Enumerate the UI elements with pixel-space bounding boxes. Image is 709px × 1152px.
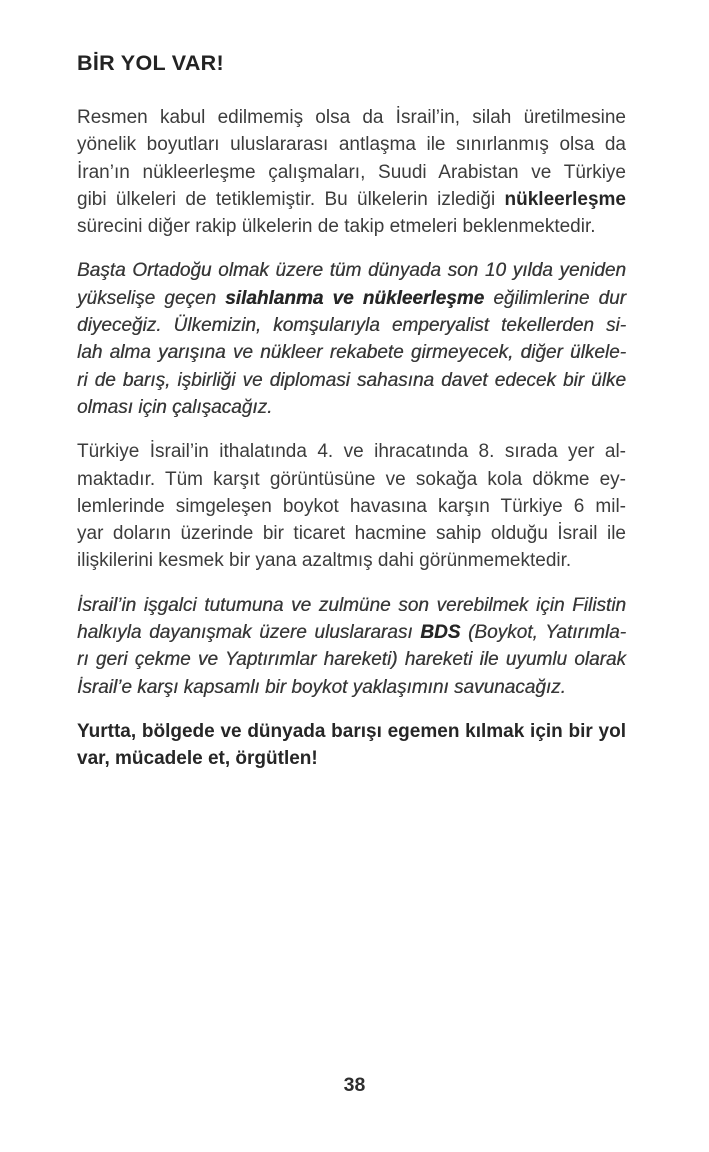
- text-line: [77, 394, 626, 421]
- text-segment: rı geri çekme ve Yaptırımlar hareketi) hareketi ile uyumlu olarak: [77, 649, 626, 671]
- text-column: [77, 50, 626, 790]
- text-segment: yükselişe geçen: [77, 287, 226, 309]
- page-number: 38: [343, 1074, 366, 1096]
- text-segment: halkıyla dayanışmak üzere uluslararası: [77, 622, 421, 644]
- text-segment: var, mücadele et, örgütlen!: [77, 748, 318, 770]
- text-segment: gibi ülkeleri de tetiklemiştir. Bu ülkelerin izlediği: [77, 188, 505, 210]
- text-line: [77, 619, 626, 646]
- text-segment: olması için çalışacağız.: [77, 396, 273, 418]
- text-line: [77, 186, 626, 213]
- text-line: [77, 466, 626, 493]
- paragraph: [77, 592, 626, 701]
- text-segment: maktadır. Tüm karşıt görüntüsüne ve sokağa kola dökme ey-: [77, 468, 626, 490]
- paragraph-container: [77, 104, 626, 773]
- page-title: BİR YOL VAR!: [77, 51, 224, 75]
- text-segment: İsrail’e karşı kapsamlı bir boykot yaklaşımını savunacağız.: [77, 676, 566, 698]
- text-segment: Yurtta, bölgede ve dünyada barışı egemen kılmak için bir yol: [77, 720, 626, 742]
- text-line: [77, 592, 626, 619]
- paragraph: [77, 257, 626, 421]
- text-line: [77, 285, 626, 312]
- text-segment: lah alma yarışına ve nükleer rekabete girmeyecek, diğer ülkele-: [77, 342, 626, 364]
- bold-text-segment: nükleerleşme: [504, 188, 626, 210]
- text-segment: (Boykot, Yatırımla-: [460, 622, 627, 644]
- text-segment: Resmen kabul edilmemiş olsa da İsrail’in, silah üretilmesine: [77, 107, 626, 128]
- paragraph: [77, 438, 626, 574]
- text-segment: diyeceğiz. Ülkemizin, komşularıyla emperyalist tekellerden si-: [77, 315, 626, 337]
- text-line: [77, 213, 626, 240]
- text-line: [77, 367, 626, 394]
- text-segment: yönelik boyutları uluslararası antlaşma ile sınırlanmış olsa da: [77, 134, 626, 156]
- text-segment: ilişkilerini kesmek bir yana azaltmış dahi görünmemektedir.: [77, 550, 572, 572]
- text-line: [77, 159, 626, 186]
- bold-text-segment: silahlanma ve nükleerleşme: [225, 287, 485, 309]
- text-segment: eğilimlerine dur: [484, 287, 626, 309]
- text-segment: yar doların üzerinde bir ticaret hacmine sahip olduğu İsrail ile: [77, 523, 626, 545]
- text-line: [77, 438, 626, 465]
- text-line: [77, 745, 626, 772]
- text-line: [77, 520, 626, 547]
- text-segment: İran’ın nükleerleşme çalışmaları, Suudi Arabistan ve Türkiye: [77, 161, 626, 183]
- text-line: [77, 312, 626, 339]
- text-segment: Başta Ortadoğu olmak üzere tüm dünyada son 10 yılda yeniden: [77, 260, 626, 282]
- text-segment: ri de barış, işbirliği ve diplomasi sahasına davet edecek bir ülke: [77, 369, 626, 391]
- text-line: [77, 339, 626, 366]
- paragraph: [77, 718, 626, 773]
- text-segment: Türkiye İsrail’in ithalatında 4. ve ihracatında 8. sırada yer al-: [77, 441, 626, 463]
- text-line: [77, 493, 626, 520]
- text-line: [77, 547, 626, 574]
- text-line: [77, 646, 626, 673]
- paragraph: [77, 104, 626, 240]
- text-segment: İsrail’in işgalci tutumuna ve zulmüne son verebilmek için Filistin: [77, 594, 626, 616]
- text-line: [77, 257, 626, 284]
- text-segment: sürecini diğer rakip ülkelerin de takip etmeleri beklenmektedir.: [77, 216, 596, 238]
- text-line: [77, 131, 626, 158]
- text-line: [77, 718, 626, 745]
- text-segment: lemlerinde simgeleşen boykot havasına karşın Türkiye 6 mil-: [77, 495, 626, 517]
- text-line: [77, 104, 626, 131]
- bold-text-segment: BDS: [420, 622, 461, 644]
- text-line: [77, 674, 626, 701]
